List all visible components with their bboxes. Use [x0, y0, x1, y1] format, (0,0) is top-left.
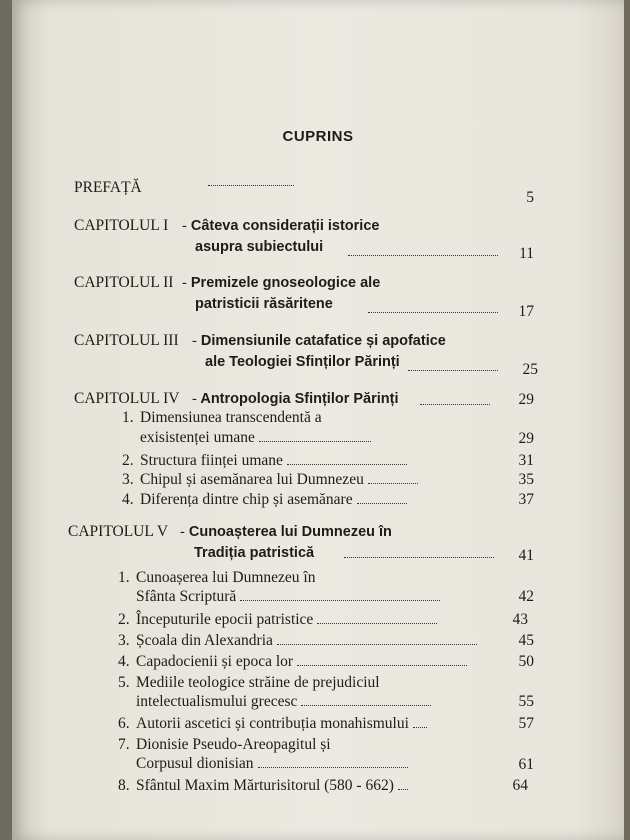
toc-section: 6. Autorii ascetici și contribuția monahismului — [118, 714, 427, 734]
entry-label: PREFAȚĂ — [74, 179, 142, 196]
chapter-label: CAPITOLUL I — [74, 217, 169, 234]
toc-section: 2. Începuturile epocii patristice — [118, 610, 437, 630]
toc-section-cont — [136, 692, 431, 712]
chapter-heading: - Antropologia Sfinților Părinți — [192, 391, 399, 407]
toc-section-cont — [136, 587, 440, 607]
section-title: Chipul și asemănarea lui Dumnezeu — [140, 471, 364, 488]
page-number: 11 — [519, 245, 534, 262]
toc-entry-chapter-5 — [68, 522, 534, 568]
dot-leader — [420, 403, 490, 405]
toc-section: 1. Cunoașerea lui Dumnezeu în — [118, 569, 316, 586]
section-title: Sfântul Maxim Mărturisitorul (580 - 662) — [136, 777, 394, 794]
section-title: Mediile teologice străine de prejudiciul — [136, 674, 380, 691]
toc-entry-chapter-3 — [74, 331, 538, 378]
page-number: 29 — [518, 430, 534, 447]
dot-leader — [301, 704, 431, 706]
page-number: 55 — [518, 693, 534, 710]
chapter-heading-cont: Tradiția patristică — [194, 545, 315, 561]
dot-leader — [259, 440, 371, 442]
section-title: Autorii ascetici și contribuția monahismului — [136, 715, 409, 732]
toc-entry-chapter-2 — [74, 273, 534, 319]
page-number: 35 — [518, 471, 534, 488]
toc-section: 2. Structura ființei umane — [122, 451, 407, 471]
dot-leader — [368, 482, 418, 484]
section-title-cont: Sfânta Scriptură — [136, 588, 237, 605]
dot-leader — [258, 766, 408, 768]
chapter-label: CAPITOLUL V — [68, 523, 169, 540]
chapter-heading: - Premizele gnoseologice ale — [182, 275, 381, 291]
toc-section: 7. Dionisie Pseudo-Areopagitul și — [118, 736, 331, 753]
page-number: 64 — [512, 777, 528, 794]
dot-leader — [297, 664, 467, 666]
toc-section: 8. Sfântul Maxim Mărturisitorul (580 - 662) — [118, 776, 408, 796]
section-title: Dimensiunea transcendentă a — [140, 409, 322, 426]
dot-leader — [408, 369, 498, 371]
page-number: 29 — [518, 391, 534, 408]
chapter-heading: - Câteva considerații istorice — [182, 218, 380, 234]
section-title-cont: exisistenței umane — [140, 429, 255, 446]
toc-section: 5. Mediile teologice străine de prejudiciul — [118, 674, 380, 691]
chapter-heading-cont: ale Teologiei Sfinților Părinți — [205, 354, 400, 370]
chapter-label: CAPITOLUL II — [74, 274, 174, 291]
chapter-heading-cont: asupra subiectului — [195, 239, 324, 255]
section-title-cont: Corpusul dionisian — [136, 755, 254, 772]
dot-leader — [277, 643, 477, 645]
chapter-heading: - Cunoașterea lui Dumnezeu în — [180, 524, 392, 540]
dot-leader — [398, 788, 408, 790]
page-number: 43 — [512, 611, 528, 628]
dot-leader — [317, 622, 437, 624]
chapter-label: CAPITOLUL III — [74, 332, 179, 349]
page-number: 57 — [518, 715, 534, 732]
page-number: 17 — [518, 303, 534, 320]
toc-section: 3. Școala din Alexandria — [118, 631, 477, 651]
page-number: 41 — [518, 547, 534, 564]
dot-leader — [368, 311, 498, 313]
toc-section-cont — [140, 428, 371, 448]
chapter-heading-cont: patristicii răsăritene — [195, 296, 333, 312]
section-title: Cunoașerea lui Dumnezeu în — [136, 569, 316, 586]
page-number: 61 — [518, 756, 534, 773]
toc-entry-prefata — [74, 178, 534, 206]
dot-leader — [344, 556, 494, 558]
toc-title: CUPRINS — [282, 128, 354, 145]
page-number: 42 — [518, 588, 534, 605]
toc-entry-chapter-1 — [74, 216, 534, 262]
dot-leader — [413, 726, 427, 728]
dot-leader — [357, 502, 407, 504]
section-title: Începuturile epocii patristice — [136, 611, 314, 628]
section-title: Dionisie Pseudo-Areopagitul și — [136, 736, 331, 753]
toc-section: 4. Diferența dintre chip și asemănare — [122, 490, 407, 510]
toc-section: 3. Chipul și asemănarea lui Dumnezeu — [122, 470, 418, 490]
page-number: 25 — [522, 361, 538, 378]
book-page — [12, 0, 624, 840]
page-number: 31 — [518, 452, 534, 469]
dot-leader — [287, 463, 407, 465]
page-number: 37 — [518, 491, 534, 508]
page-number: 45 — [518, 632, 534, 649]
section-title-cont: intelectualismului grecesc — [136, 693, 298, 710]
dot-leader — [348, 254, 498, 256]
section-title: Capadocienii și epoca lor — [136, 653, 294, 670]
section-title: Diferența dintre chip și asemănare — [140, 491, 353, 508]
toc-section-cont — [136, 754, 408, 774]
dot-leader — [240, 599, 440, 601]
chapter-heading: - Dimensiunile catafatice și apofatice — [192, 333, 446, 349]
page-number: 5 — [526, 189, 534, 206]
section-title: Școala din Alexandria — [136, 632, 273, 649]
toc-section: 4. Capadocienii și epoca lor — [118, 652, 467, 672]
toc-section: 1. Dimensiunea transcendentă a — [122, 409, 322, 426]
section-title: Structura ființei umane — [140, 452, 283, 469]
chapter-label: CAPITOLUL IV — [74, 390, 180, 407]
page-number: 50 — [518, 653, 534, 670]
dot-leader — [208, 184, 294, 186]
